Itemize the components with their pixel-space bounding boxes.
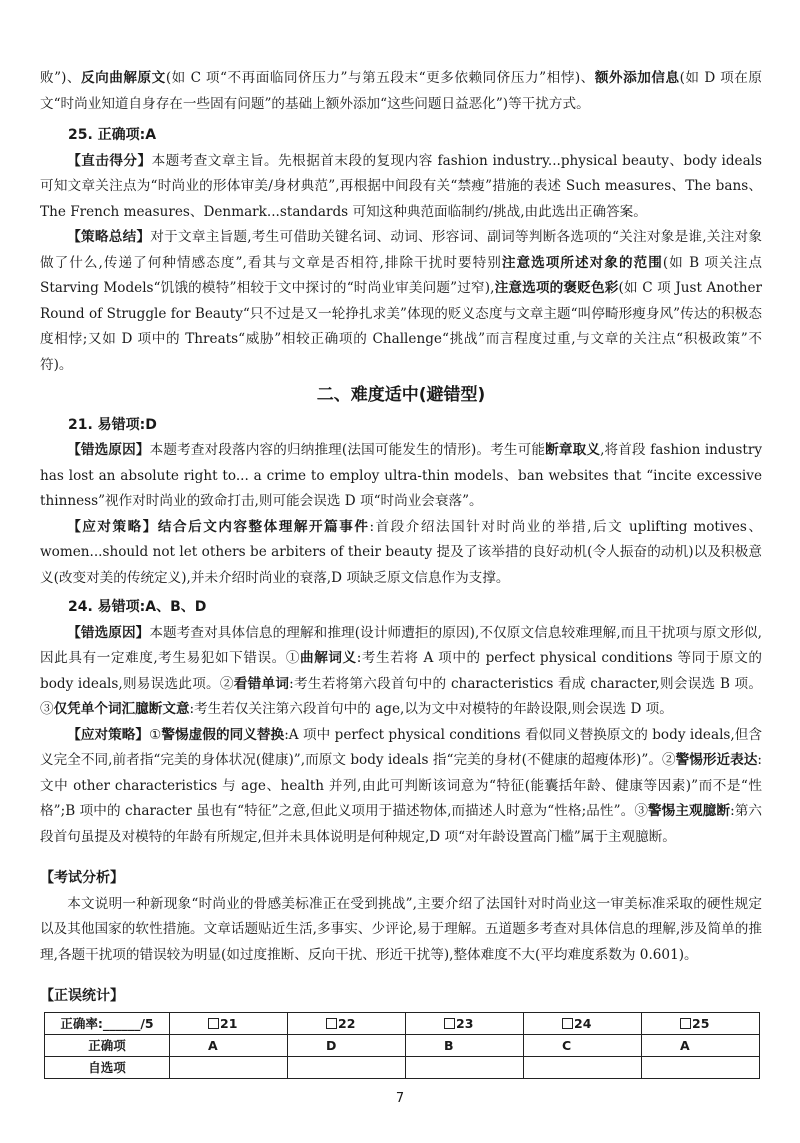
question-number: 21	[220, 1015, 238, 1031]
question-number: 25	[692, 1015, 710, 1031]
q25-direct-score-label: 【直击得分】	[67, 152, 152, 169]
q24-reason-text-b: :考生若将 A 项中的 perfect physical conditions 等同于原文的 body ideals,则易误选此项。②	[40, 650, 763, 692]
q21-header: 21. 易错项:D	[68, 416, 157, 433]
q24-strategy-bold-2: 警惕形近表达	[675, 752, 758, 768]
chosen-answer-24[interactable]	[524, 1056, 642, 1078]
accuracy-label: 正确率:______/5	[45, 1012, 170, 1034]
q24-strategy-text-c: :文中 other characteristics 与 age、health 并列,由此可判断该词意为“特征(能囊括年龄、健康等因素)”而不是“性格”;B 项中的 character 虽也有“特征”之意,但此义项用于描述物体,而描述人时意为“性格;品性”。③	[40, 752, 763, 819]
correct-answer-24: C	[524, 1034, 642, 1056]
q24-reason-label: 【错选原因】	[67, 624, 150, 641]
q25-strategy	[40, 225, 762, 378]
q24-reason-text-a: 本题考查对具体信息的理解和推理(设计师遭拒的原因),不仅原文信息较难理解,而且干扰项与原文形似,因此具有一定难度,考生易犯如下错误。①	[40, 624, 762, 666]
chosen-answer-label: 自选项	[45, 1056, 170, 1078]
checkbox-icon	[680, 1018, 691, 1029]
q21-reason-text-b: ,将首段 fashion industry has lost an absolute right to... a crime to employ ultra-thin models、ban websites that “incite excessive thinness”视作对时尚业的致命打击,则可能会误选 D 项“时尚业会衰落”。	[40, 442, 763, 509]
q24-strategy-text-d: :第六段首句虽提及对模特的年龄有所规定,但并未具体说明是何种规定,D 项“对年龄设置高门槛”属于主观臆断。	[40, 803, 762, 845]
q25-strategy-text-b: (如 B 项关注点 Starving Models“饥饿的模特”相较于文中探讨的“时尚业审美问题”过窄),	[40, 254, 762, 296]
q24-strategy-label: 【应对策略】	[67, 726, 150, 743]
page-number: 7	[395, 1091, 405, 1106]
q21-reason-label: 【错选原因】	[67, 442, 150, 458]
chosen-answer-22[interactable]	[288, 1056, 406, 1078]
question-number: 24	[574, 1015, 592, 1031]
q24-header: 24. 易错项:A、B、D	[68, 599, 207, 615]
q25-direct-score	[40, 149, 762, 226]
q21-reason	[40, 438, 762, 515]
checkbox-icon	[326, 1018, 337, 1029]
q24-reason	[40, 621, 762, 723]
question-checkbox-23[interactable]	[406, 1012, 524, 1034]
q24-strategy	[40, 723, 762, 851]
q24-strategy-text-a: ①	[149, 726, 162, 743]
q24-reason-bold-2: 看错单词	[233, 675, 290, 692]
chosen-answer-23[interactable]	[406, 1056, 524, 1078]
checkbox-icon	[562, 1018, 573, 1029]
question-checkbox-21[interactable]	[170, 1012, 288, 1034]
q24-reason-text-c: :考生若将第六段首句中的 characteristics 看成 character,则会误选 B 项。③	[40, 675, 762, 717]
checkbox-icon	[444, 1018, 455, 1029]
question-checkbox-22[interactable]	[288, 1012, 406, 1034]
question-number: 22	[338, 1015, 356, 1031]
q21-reason-text-a: 本题考查对段落内容的归纳推理(法国可能发生的情形)。考生可能	[149, 442, 546, 458]
q25-strategy-text-a: 对于文章主旨题,考生可借助关键名词、动词、形容词、副词等判断各选项的“关注对象是谁,关注对象做了什么,传递了何种情感态度”,看其与文章是否相符,排除干扰时要特别	[40, 229, 762, 271]
q21-strategy-label: 【应对策略】	[67, 518, 158, 535]
intro-bold-1: 反向曲解原文	[81, 70, 166, 86]
q25-strategy-bold-1: 注意选项所述对象的范围	[501, 254, 663, 271]
checkbox-icon	[208, 1018, 219, 1029]
stats-table	[44, 1012, 760, 1079]
q25-strategy-bold-2: 注意选项的褒贬色彩	[494, 280, 619, 296]
stats-row-chosen	[45, 1056, 760, 1078]
q24-strategy-text-b: :A 项中 perfect physical conditions 看似同义替换原文的 body ideals,但含义完全不同,前者指“完美的身体状况(健康)”,而原文 body ideals 指“完美的身材(不健康的超瘦体形)”。②	[40, 726, 763, 768]
q21-strategy	[40, 515, 762, 592]
exam-analysis-title: 【考试分析】	[40, 870, 124, 886]
q25-strategy-text-c: (如 C 项 Just Another Round of Struggle for Beauty“只不过是又一轮挣扎求美”体现的贬义态度与文章主题“叫停畸形瘦身风”传达的积极态度相悖;又如 D 项中的 Threats“威胁”相较正确项的 Challenge“挑战”而言程度过重,与文章的关注点“积极政策”不符)。	[40, 280, 763, 373]
stats-row-accuracy	[45, 1012, 760, 1034]
q21-reason-bold-1: 断章取义	[545, 442, 601, 458]
exam-analysis-text: 本文说明一种新现象“时尚业的骨感美标准正在受到挑战”,主要介绍了法国针对时尚业这一审美标准采取的硬性规定以及其他国家的软性措施。文章话题贴近生活,多事实、少评论,易于理解。五道题多考查对具体信息的理解,涉及简单的推理,各题干扰项的错误较为明显(如过度推断、反向干扰、形近干扰等),整体难度不大(平均难度系数为 0.601)。	[40, 895, 762, 963]
correct-answer-23: B	[406, 1034, 524, 1056]
q21-strategy-text-a: :首段介绍法国针对时尚业的举措,后文 uplifting motives、women...should not let others be arbiters of their beauty 提及了该举措的良好动机(令人振奋的动机)以及积极意义(改变对美的传统定义),并未介绍时尚业的衰落,D 项缺乏原文信息作为支撑。	[40, 518, 763, 586]
question-checkbox-24[interactable]	[524, 1012, 642, 1034]
q25-header: 25. 正确项:A	[68, 127, 157, 143]
question-checkbox-25[interactable]	[642, 1012, 760, 1034]
q24-reason-bold-1: 曲解词义	[300, 650, 357, 666]
q24-reason-bold-3: 仅凭单个词汇臆断文意	[53, 701, 190, 717]
q25-direct-score-text: 本题考查文章主旨。先根据首末段的复现内容 fashion industry...physical beauty、body ideals 可知文章关注点为“时尚业的形体审美/身材典范”,再根据中间段有关“禁瘦”措施的表述 Such measures、The bans、The French measures、Denmark...standards 可知这种典范面临制约/挑战,由此选出正确答案。	[40, 152, 763, 220]
intro-text-2: (如 C 项“不再面临同侪压力”与第五段末“更多依赖同侪压力”相悖)、	[165, 70, 595, 86]
intro-text-3: (如 D 项在原文“时尚业知道自身存在一些固有问题”的基础上额外添加“这些问题日益恶化”)等干扰方式。	[40, 70, 762, 112]
stats-row-correct	[45, 1034, 760, 1056]
q24-strategy-bold-1: 警惕虚假的同义替换	[161, 726, 285, 743]
correct-answer-22: D	[288, 1034, 406, 1056]
intro-text-1: 败”)、	[40, 70, 82, 86]
q21-strategy-bold-1: 结合后文内容整体理解开篇事件	[157, 518, 370, 535]
section-title: 二、难度适中(避错型)	[316, 385, 486, 405]
chosen-answer-25[interactable]	[642, 1056, 760, 1078]
q25-strategy-label: 【策略总结】	[67, 229, 151, 245]
correct-answer-21: A	[170, 1034, 288, 1056]
correct-answer-25: A	[642, 1034, 760, 1056]
q24-reason-text-d: :考生若仅关注第六段首句中的 age,以为文中对模特的年龄设限,则会误选 D 项。	[189, 701, 673, 717]
chosen-answer-21[interactable]	[170, 1056, 288, 1078]
correct-answer-label: 正确项	[45, 1034, 170, 1056]
question-number: 23	[456, 1015, 474, 1031]
intro-paragraph	[40, 66, 762, 117]
q24-strategy-bold-3: 警惕主观臆断	[648, 803, 731, 819]
stats-title: 【正误统计】	[40, 988, 124, 1004]
content	[40, 66, 762, 1079]
intro-bold-2: 额外添加信息	[594, 70, 680, 86]
